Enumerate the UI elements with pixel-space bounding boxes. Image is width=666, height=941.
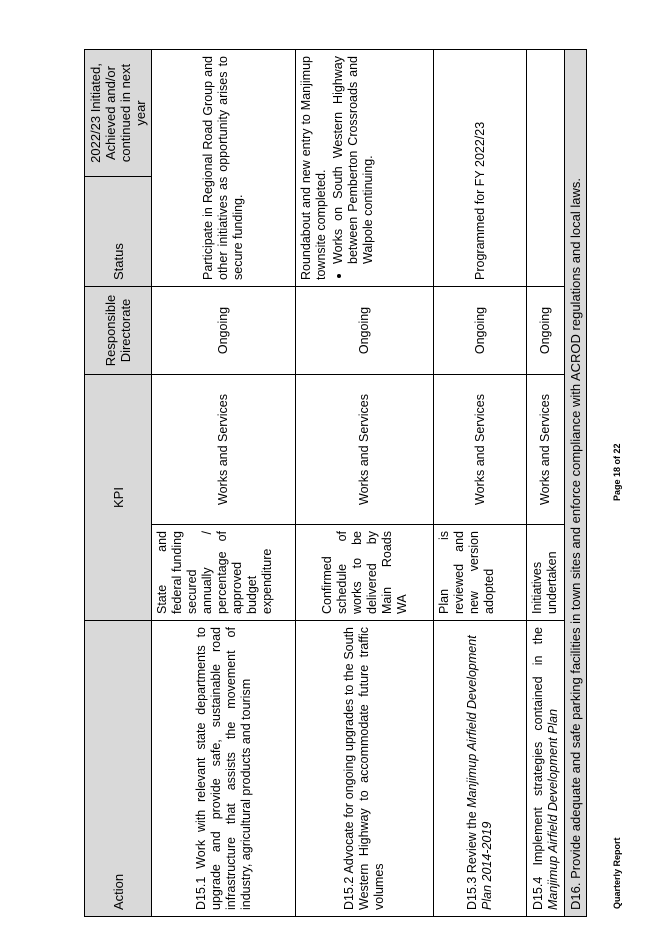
status-cell: Ongoing (527, 287, 565, 375)
kpi-cell: Confirmed schedule of works to be delivered by Main Roads WA (296, 525, 434, 621)
initiated-text: Roundabout and new entry to Manjimup townsite completed. (299, 56, 328, 280)
kpi-cell: Initiatives undertaken (527, 525, 565, 621)
kpi-table (84, 49, 587, 917)
initiated-cell: Programmed for FY 2022/23 (434, 50, 527, 287)
table-row (296, 50, 434, 917)
action-prefix: D15.3 Review the (465, 807, 479, 910)
kpi-cell: State and federal funding secured annually / percentage of approved budget expenditure (152, 525, 296, 621)
table-row (152, 50, 296, 917)
header-directorate: Responsible Directorate (85, 287, 152, 375)
status-cell: Ongoing (152, 287, 296, 375)
header-kpi: KPI (85, 375, 152, 621)
kpi-cell: Plan is reviewed and new version adopted (434, 525, 527, 621)
action-cell: D15.1 Work with relevant state departments to upgrade and provide safe, sustainable road infrastructure that assists the movement of industry, agricultural products and tourism (152, 621, 296, 917)
header-initiated: 2022/23 Initiated, Achieved and/or continued in next year (85, 50, 152, 177)
header-action: Action (85, 621, 152, 917)
action-plan-name: Manjimup Airfield Development Plan (545, 708, 560, 910)
list-item: • Works on South Western Highway between Pemberton Crossroads and Walpole continuing. (331, 56, 376, 264)
initiated-list (331, 56, 376, 280)
directorate-cell: Works and Services (296, 375, 434, 525)
directorate-cell: Works and Services (152, 375, 296, 525)
section-note: D16. Provide adequate and safe parking facilities in town sites and enforce compliance with ACROD regulations and local laws. (565, 50, 587, 917)
action-plan-name: Manjimup Airfield Development Plan 2014-2019 (465, 635, 494, 910)
action-cell (527, 621, 565, 917)
table-row (434, 50, 527, 917)
initiated-cell (527, 50, 565, 287)
status-cell: Ongoing (434, 287, 527, 375)
table-row (527, 50, 565, 917)
directorate-cell: Works and Services (527, 375, 565, 525)
action-cell (434, 621, 527, 917)
initiated-cell (296, 50, 434, 287)
directorate-cell: Works and Services (434, 375, 527, 525)
status-cell: Ongoing (296, 287, 434, 375)
footer-report-title: Quarterly Report (612, 837, 622, 909)
footer-page-number: Page 18 of 22 (612, 443, 622, 501)
header-row (85, 50, 152, 917)
action-cell: D15.2 Advocate for ongoing upgrades to the South Western Highway to accommodate future traffic volumes (296, 621, 434, 917)
header-status: Status (85, 177, 152, 287)
initiated-cell: Participate in Regional Road Group and other initiatives as opportunity arises to secure funding. (152, 50, 296, 287)
action-prefix: D15.4 Implement strategies contained in the (530, 627, 545, 910)
section-note-row (565, 50, 587, 917)
